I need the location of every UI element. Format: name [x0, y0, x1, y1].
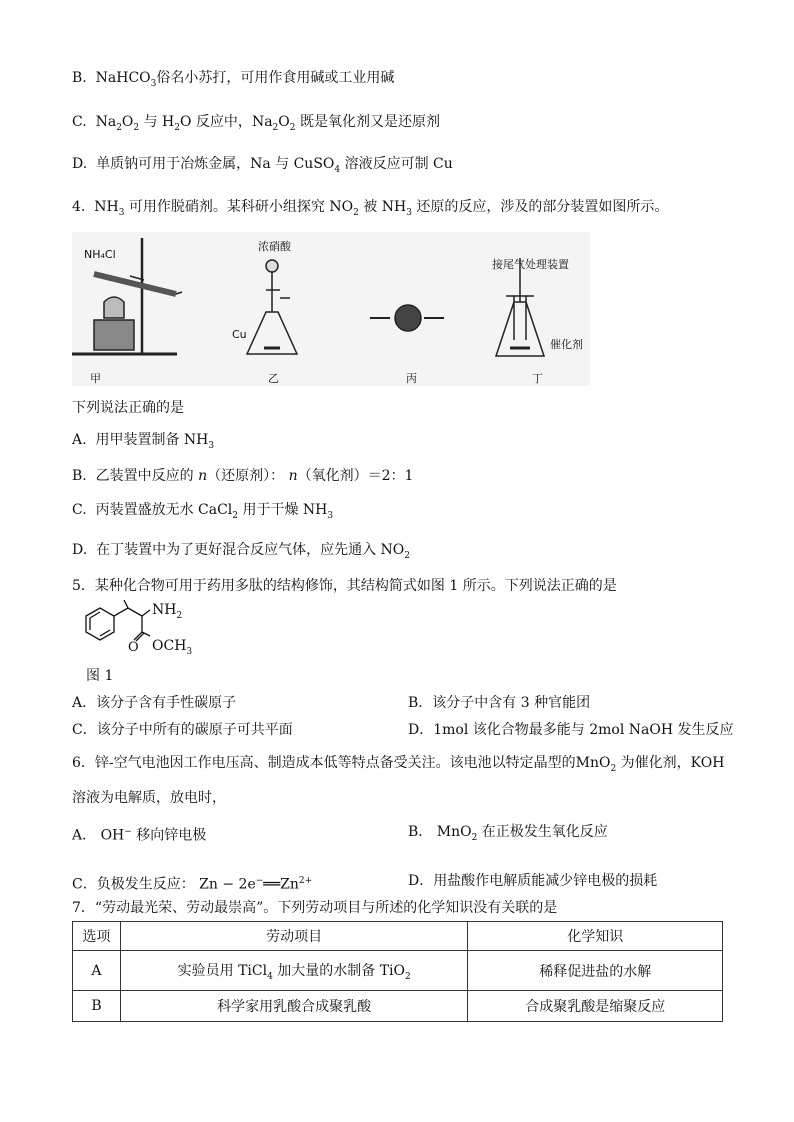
q5-option-b: B．该分子中含有 3 种官能团: [408, 695, 591, 711]
q5-stem: 5．某种化合物可用于药用多肽的结构修饰，其结构简式如图 1 所示。下列说法正确的是: [72, 578, 617, 594]
q5-option-c: C．该分子中所有的碳原子可共平面: [72, 722, 293, 738]
q6-option-a: A． OH− 移向锌电极: [72, 827, 207, 844]
label-cu: Cu: [232, 328, 247, 341]
q5-option-d: D．1mol 该化合物最多能与 2mol NaOH 发生反应: [408, 722, 734, 738]
figure-1-caption: 图 1: [86, 668, 114, 684]
label-catalyst: 催化剂: [550, 338, 583, 351]
q4-option-d: D. 在丁装置中为了更好混合反应气体，应先通入 $NO_2$: [72, 542, 411, 561]
label-nh4cl: NH₄Cl: [84, 248, 116, 261]
header-chemistry-knowledge: 化学知识: [468, 922, 723, 951]
q6-option-c: C．负极发生反应： $Zn - 2e^-══Zn^{2+}$: [72, 876, 313, 893]
row-option: B: [73, 991, 121, 1022]
apparatus-label-jia: 甲: [90, 372, 101, 385]
row-labor-project: 科学家用乳酸合成聚乳酸: [120, 991, 467, 1022]
apparatus-label-ding: 丁: [532, 372, 543, 385]
q6-option-b: B． MnO$_2$ 在正极发生氧化反应: [408, 824, 608, 843]
row-labor-project: 实验员用 TiCl$_4$ 加大量的水制备 TiO$_2$: [120, 951, 467, 991]
table-header-row: [73, 922, 723, 951]
methoxy-label: $OCH_3$: [152, 638, 193, 657]
amino-group-label: $NH_2$: [152, 602, 183, 621]
apparatus-label-bing: 丙: [406, 372, 417, 385]
table-row: [73, 991, 723, 1022]
q4-stem: 4. $NH_3$ 可用作脱硝剂。某科研小组探究 $NO_2$ 被 $NH_3$ 还原的反应，涉及的部分装置如图所示。: [72, 199, 669, 218]
row-chemistry-knowledge: 合成聚乳酸是缩聚反应: [468, 991, 723, 1022]
q4-question: 下列说法正确的是: [72, 400, 184, 416]
structural-formula: [72, 600, 212, 660]
q4-option-b: B. 乙装置中反应的 n（还原剂）： n（氧化剂）＝2：1: [72, 468, 414, 484]
q4-option-c: C. 丙装置盛放无水 CaCl$_2$ 用于干燥 $NH_3$: [72, 502, 334, 521]
apparatus-label-yi: 乙: [268, 372, 279, 385]
row-chemistry-knowledge: 稀释促进盐的水解: [468, 951, 723, 991]
table-row: [73, 951, 723, 991]
row-option: A: [73, 951, 121, 991]
q6-stem-line1: 6．锌-空气电池因工作电压高、制造成本低等特点备受关注。该电池以特定晶型的MnO$_2$ 为催化剂，KOH: [72, 755, 725, 774]
q6-option-d: D．用盐酸作电解质能减少锌电极的损耗: [408, 873, 658, 889]
q7-table: [72, 921, 723, 1022]
q3-option-b: B. NaHCO$_3$俗名小苏打，可用作食用碱或工业用碱: [72, 70, 395, 89]
apparatus-figure: [72, 232, 590, 386]
header-option: 选项: [73, 922, 121, 951]
header-labor-project: 劳动项目: [120, 922, 467, 951]
q4-option-a: A. 用甲装置制备 $NH_3$: [72, 432, 215, 451]
carbonyl-oxygen-label: O: [128, 640, 139, 655]
q7-stem: 7．“劳动最光荣、劳动最崇高”。下列劳动项目与所述的化学知识没有关联的是: [72, 900, 558, 916]
q5-option-a: A．该分子含有手性碳原子: [72, 695, 237, 711]
q3-option-c: C. $Na_2O_2$ 与 $H_2O$ 反应中，$Na_2O_2$ 既是氧化剂又是还原剂: [72, 114, 440, 133]
label-tail-gas: 接尾气处理装置: [492, 258, 569, 271]
q6-stem-line2: 溶液为电解质，放电时，: [72, 790, 226, 806]
q3-option-d: D. 单质钠可用于冶炼金属，Na 与 CuSO$_4$ 溶液反应可制 Cu: [72, 156, 453, 175]
label-concentrated-nitric-acid: 浓硝酸: [258, 240, 291, 253]
